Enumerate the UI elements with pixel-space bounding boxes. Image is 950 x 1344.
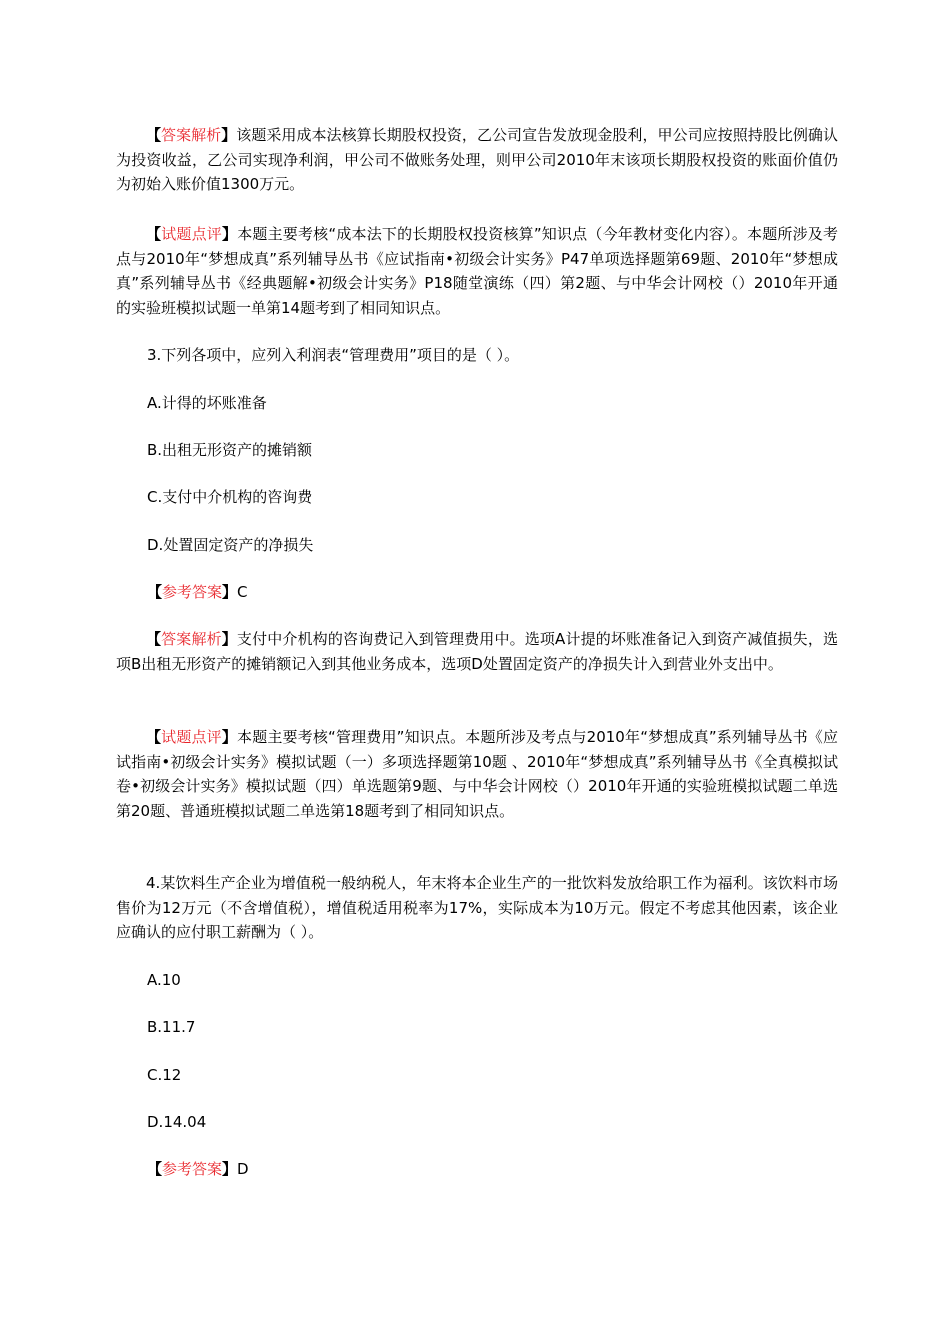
question-4-stem-paragraph bbox=[116, 871, 838, 945]
bracket-close: 】 bbox=[221, 728, 238, 746]
question-4-option-d: D.14.04 bbox=[147, 1113, 207, 1131]
bracket-open: 【 bbox=[146, 728, 162, 746]
answer-value: C bbox=[237, 583, 248, 601]
question-3-option-c: C.支付中介机构的咨询费 bbox=[147, 488, 313, 506]
answer-tag bbox=[147, 1160, 237, 1178]
indent bbox=[116, 728, 146, 746]
comment-label: 试题点评 bbox=[161, 225, 222, 243]
explanation-tag bbox=[146, 630, 237, 648]
question-4-option-c: C.12 bbox=[147, 1066, 182, 1084]
question-4-option-a: A.10 bbox=[147, 971, 181, 989]
comment-tag bbox=[146, 728, 237, 746]
answer-tag bbox=[147, 583, 237, 601]
indent bbox=[116, 225, 146, 243]
bracket-open: 【 bbox=[146, 126, 162, 144]
bracket-close: 】 bbox=[221, 630, 237, 648]
explanation-label: 答案解析 bbox=[161, 630, 222, 648]
question-3-comment-paragraph bbox=[116, 725, 838, 823]
bracket-close: 】 bbox=[221, 225, 238, 243]
explanation-label: 答案解析 bbox=[161, 126, 222, 144]
bracket-close: 】 bbox=[222, 583, 238, 601]
question-3-explanation-paragraph bbox=[116, 627, 838, 676]
indent bbox=[116, 874, 146, 892]
question-4-stem: 4.某饮料生产企业为增值税一般纳税人，年末将本企业生产的一批饮料发放给职工作为福利。该饮料市场售价为12万元（不含增值税），增值税适用税率为17%，实际成本为10万元。假定不考虑其他因素，该企业应确认的应付职工薪酬为（ ）。 bbox=[116, 874, 838, 941]
question-3-option-b: B.出租无形资产的摊销额 bbox=[147, 441, 313, 459]
explanation-text: 支付中介机构的咨询费记入到管理费用中。选项A计提的坏账准备记入到资产减值损失，选项B出租无形资产的摊销额记入到其他业务成本，选项D处置固定资产的净损失计入到营业外支出中。 bbox=[116, 630, 838, 673]
answer-label: 参考答案 bbox=[162, 583, 223, 601]
bracket-open: 【 bbox=[146, 225, 162, 243]
indent bbox=[116, 126, 146, 144]
bracket-open: 【 bbox=[147, 583, 163, 601]
question-3-stem: 3.下列各项中，应列入利润表“管理费用”项目的是（ ）。 bbox=[147, 346, 520, 364]
bracket-open: 【 bbox=[147, 1160, 163, 1178]
comment-text: 本题主要考核“成本法下的长期股权投资核算”知识点（今年教材变化内容）。本题所涉及考点与2010年“梦想成真”系列辅导丛书《应试指南•初级会计实务》P47单项选择题第69题、2010年“梦想成真”系列辅导丛书《经典题解•初级会计实务》P18随堂演练（四）第2题、与中华会计网校（）2010年开通的实验班模拟试题一单第14题考到了相同知识点。 bbox=[116, 225, 838, 317]
question-4-option-b: B.11.7 bbox=[147, 1018, 196, 1036]
question-comment-paragraph bbox=[116, 222, 838, 320]
answer-explanation-paragraph bbox=[116, 123, 838, 197]
explanation-tag bbox=[146, 126, 236, 144]
comment-label: 试题点评 bbox=[161, 728, 222, 746]
explanation-text: 该题采用成本法核算长期股权投资，乙公司宣告发放现金股利，甲公司应按照持股比例确认为投资收益，乙公司实现净利润，甲公司不做账务处理，则甲公司2010年末该项长期股权投资的账面价值仍为初始入账价值1300万元。 bbox=[116, 126, 838, 193]
bracket-open: 【 bbox=[146, 630, 162, 648]
question-3-option-a: A.计得的坏账准备 bbox=[147, 394, 267, 412]
question-4-answer bbox=[147, 1157, 249, 1181]
indent bbox=[116, 630, 146, 648]
question-3-answer bbox=[147, 580, 248, 604]
comment-tag bbox=[146, 225, 237, 243]
answer-label: 参考答案 bbox=[162, 1160, 223, 1178]
comment-text: 本题主要考核“管理费用”知识点。本题所涉及考点与2010年“梦想成真”系列辅导丛书《应试指南•初级会计实务》模拟试题（一）多项选择题第10题 、2010年“梦想成真”系列辅导丛书《全真模拟试卷•初级会计实务》模拟试题（四）单选题第9题、与中华会计网校（）2010年开通的实验班模拟试题二单选第20题、普通班模拟试题二单选第18题考到了相同知识点。 bbox=[116, 728, 838, 820]
bracket-close: 】 bbox=[222, 1160, 238, 1178]
answer-value: D bbox=[237, 1160, 249, 1178]
bracket-close: 】 bbox=[221, 126, 237, 144]
question-3-option-d: D.处置固定资产的净损失 bbox=[147, 536, 314, 554]
